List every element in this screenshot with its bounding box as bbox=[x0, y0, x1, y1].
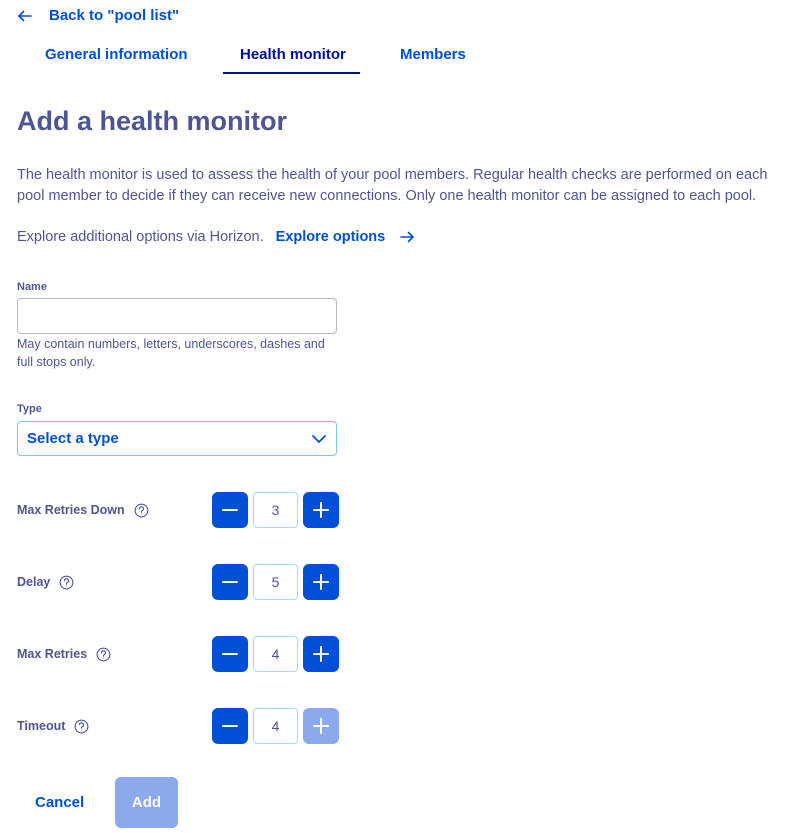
chevron-down-icon bbox=[311, 431, 327, 447]
plus-icon bbox=[311, 716, 331, 736]
delay-label-wrap bbox=[17, 575, 74, 590]
max-retries-down-row bbox=[17, 492, 337, 528]
plus-icon bbox=[311, 500, 331, 520]
back-to-pool-list-link[interactable] bbox=[17, 7, 179, 24]
delay-increment-button[interactable] bbox=[303, 564, 339, 600]
page-title: Add a health monitor bbox=[17, 106, 287, 136]
explore-options-link[interactable] bbox=[276, 229, 416, 245]
arrow-right-icon bbox=[399, 229, 415, 245]
timeout-value[interactable]: 4 bbox=[253, 708, 298, 744]
max-retries-stepper bbox=[212, 636, 339, 672]
name-helper-text: May contain numbers, letters, underscores, dashes and full stops only. bbox=[17, 337, 325, 369]
max-retries-down-decrement-button[interactable] bbox=[212, 492, 248, 528]
type-label: Type bbox=[17, 403, 42, 415]
timeout-increment-button[interactable] bbox=[303, 708, 339, 744]
timeout-stepper bbox=[212, 708, 339, 744]
cancel-button[interactable]: Cancel bbox=[35, 794, 85, 811]
minus-icon bbox=[220, 716, 240, 736]
max-retries-down-label: Max Retries Down bbox=[17, 503, 125, 517]
timeout-row bbox=[17, 708, 337, 744]
delay-stepper bbox=[212, 564, 339, 600]
explore-text: Explore additional options via Horizon. bbox=[17, 229, 264, 245]
question-circle-icon[interactable] bbox=[74, 719, 89, 734]
name-label: Name bbox=[17, 281, 47, 293]
timeout-label-wrap bbox=[17, 719, 89, 734]
name-input[interactable] bbox=[17, 298, 337, 334]
max-retries-decrement-button[interactable] bbox=[212, 636, 248, 672]
arrow-left-icon bbox=[17, 8, 33, 24]
tab-members[interactable]: Members bbox=[400, 46, 466, 63]
tab-health-monitor[interactable]: Health monitor bbox=[240, 46, 346, 63]
question-circle-icon[interactable] bbox=[59, 575, 74, 590]
explore-link-label: Explore options bbox=[275, 229, 386, 245]
minus-icon bbox=[220, 644, 240, 664]
minus-icon bbox=[220, 500, 240, 520]
delay-decrement-button[interactable] bbox=[212, 564, 248, 600]
explore-options-line bbox=[17, 229, 415, 245]
max-retries-down-stepper bbox=[212, 492, 339, 528]
tab-bar bbox=[17, 36, 487, 76]
question-circle-icon[interactable] bbox=[96, 647, 111, 662]
plus-icon bbox=[311, 572, 331, 592]
tab-general-information[interactable]: General information bbox=[45, 46, 188, 63]
delay-label: Delay bbox=[17, 575, 51, 589]
back-link-label: Back to "pool list" bbox=[49, 7, 180, 24]
type-select[interactable] bbox=[17, 421, 337, 456]
max-retries-increment-button[interactable] bbox=[303, 636, 339, 672]
max-retries-label: Max Retries bbox=[17, 647, 88, 661]
max-retries-down-value[interactable]: 3 bbox=[253, 492, 298, 528]
delay-value[interactable]: 5 bbox=[253, 564, 298, 600]
plus-icon bbox=[311, 644, 331, 664]
max-retries-label-wrap bbox=[17, 647, 111, 662]
add-button[interactable]: Add bbox=[115, 777, 178, 828]
type-select-value: Select a type bbox=[27, 430, 119, 447]
max-retries-down-increment-button[interactable] bbox=[303, 492, 339, 528]
question-circle-icon[interactable] bbox=[134, 503, 149, 518]
minus-icon bbox=[220, 572, 240, 592]
max-retries-value[interactable]: 4 bbox=[253, 636, 298, 672]
timeout-label: Timeout bbox=[17, 719, 66, 733]
delay-row bbox=[17, 564, 337, 600]
max-retries-row bbox=[17, 636, 337, 672]
timeout-decrement-button[interactable] bbox=[212, 708, 248, 744]
max-retries-down-label-wrap bbox=[17, 503, 149, 518]
active-tab-indicator bbox=[223, 72, 360, 74]
page-description: The health monitor is used to assess the health of your pool members. Regular health checks are performed on each pool member to decide if they can receive new connections. Only one health monitor can be assigned to each pool. bbox=[17, 167, 768, 204]
